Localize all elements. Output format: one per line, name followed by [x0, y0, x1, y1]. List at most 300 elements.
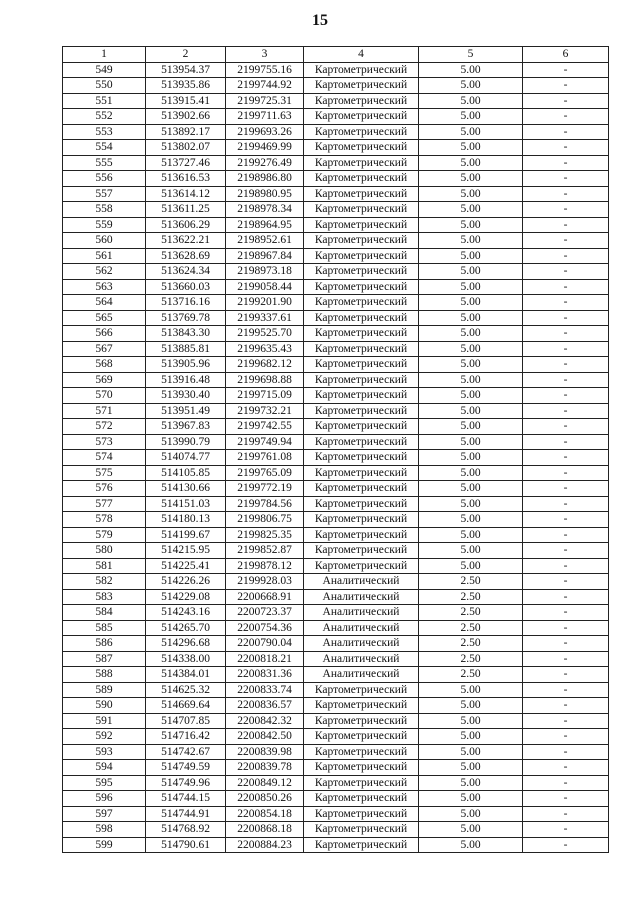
cell-y: 2199784.56 — [226, 496, 304, 512]
table-row — [63, 636, 609, 652]
cell-accuracy: 5.00 — [419, 434, 523, 450]
table-row — [63, 791, 609, 807]
cell-method: Картометрический — [304, 202, 419, 218]
cell-y: 2199772.19 — [226, 481, 304, 497]
cell-accuracy: 2.50 — [419, 667, 523, 683]
cell-x: 514744.15 — [146, 791, 226, 807]
cell-method: Картометрический — [304, 558, 419, 574]
cell-point-number: 584 — [63, 605, 146, 621]
cell-method: Картометрический — [304, 403, 419, 419]
cell-accuracy: 5.00 — [419, 233, 523, 249]
cell-point-number: 550 — [63, 78, 146, 94]
cell-accuracy: 5.00 — [419, 744, 523, 760]
table-row — [63, 682, 609, 698]
cell-accuracy: 5.00 — [419, 558, 523, 574]
cell-method: Картометрический — [304, 744, 419, 760]
cell-accuracy: 5.00 — [419, 264, 523, 280]
table-row — [63, 295, 609, 311]
cell-x: 514215.95 — [146, 543, 226, 559]
table-row — [63, 651, 609, 667]
cell-point-number: 587 — [63, 651, 146, 667]
cell-point-number: 580 — [63, 543, 146, 559]
cell-y: 2199742.55 — [226, 419, 304, 435]
cell-y: 2200839.98 — [226, 744, 304, 760]
table-row — [63, 434, 609, 450]
cell-point-number: 572 — [63, 419, 146, 435]
cell-description: - — [523, 140, 609, 156]
cell-accuracy: 5.00 — [419, 295, 523, 311]
cell-point-number: 573 — [63, 434, 146, 450]
cell-accuracy: 5.00 — [419, 543, 523, 559]
cell-x: 514790.61 — [146, 837, 226, 853]
cell-point-number: 586 — [63, 636, 146, 652]
cell-accuracy: 5.00 — [419, 140, 523, 156]
cell-x: 513951.49 — [146, 403, 226, 419]
cell-method: Картометрический — [304, 419, 419, 435]
cell-x: 514749.59 — [146, 760, 226, 776]
cell-description: - — [523, 388, 609, 404]
cell-description: - — [523, 233, 609, 249]
cell-description: - — [523, 279, 609, 295]
cell-x: 514338.00 — [146, 651, 226, 667]
column-header-y: 3 — [226, 47, 304, 63]
cell-point-number: 593 — [63, 744, 146, 760]
cell-description: - — [523, 806, 609, 822]
cell-x: 513769.78 — [146, 310, 226, 326]
table-row — [63, 543, 609, 559]
cell-x: 513915.41 — [146, 93, 226, 109]
cell-method: Аналитический — [304, 667, 419, 683]
cell-point-number: 570 — [63, 388, 146, 404]
cell-y: 2199525.70 — [226, 326, 304, 342]
table-row — [63, 558, 609, 574]
cell-point-number: 588 — [63, 667, 146, 683]
cell-method: Картометрический — [304, 248, 419, 264]
table-row — [63, 605, 609, 621]
cell-method: Картометрический — [304, 729, 419, 745]
cell-description: - — [523, 713, 609, 729]
cell-y: 2199806.75 — [226, 512, 304, 528]
cell-method: Картометрический — [304, 465, 419, 481]
cell-x: 514229.08 — [146, 589, 226, 605]
table-row — [63, 574, 609, 590]
cell-point-number: 555 — [63, 155, 146, 171]
cell-y: 2199635.43 — [226, 341, 304, 357]
table-row — [63, 248, 609, 264]
cell-description: - — [523, 775, 609, 791]
cell-description: - — [523, 496, 609, 512]
coordinates-table — [62, 46, 609, 853]
cell-accuracy: 5.00 — [419, 775, 523, 791]
cell-accuracy: 5.00 — [419, 357, 523, 373]
cell-method: Картометрический — [304, 837, 419, 853]
cell-description: - — [523, 512, 609, 528]
cell-accuracy: 5.00 — [419, 248, 523, 264]
cell-point-number: 577 — [63, 496, 146, 512]
cell-y: 2199761.08 — [226, 450, 304, 466]
cell-description: - — [523, 450, 609, 466]
cell-description: - — [523, 109, 609, 125]
cell-x: 514768.92 — [146, 822, 226, 838]
cell-x: 514625.32 — [146, 682, 226, 698]
table-row — [63, 512, 609, 528]
cell-y: 2200836.57 — [226, 698, 304, 714]
table-row — [63, 667, 609, 683]
table-row — [63, 775, 609, 791]
cell-accuracy: 5.00 — [419, 512, 523, 528]
cell-point-number: 565 — [63, 310, 146, 326]
cell-description: - — [523, 372, 609, 388]
cell-point-number: 556 — [63, 171, 146, 187]
cell-accuracy: 5.00 — [419, 450, 523, 466]
cell-method: Аналитический — [304, 620, 419, 636]
cell-point-number: 595 — [63, 775, 146, 791]
cell-accuracy: 2.50 — [419, 636, 523, 652]
cell-description: - — [523, 574, 609, 590]
cell-accuracy: 5.00 — [419, 481, 523, 497]
cell-description: - — [523, 171, 609, 187]
cell-y: 2200818.21 — [226, 651, 304, 667]
cell-point-number: 564 — [63, 295, 146, 311]
cell-point-number: 552 — [63, 109, 146, 125]
cell-method: Картометрический — [304, 124, 419, 140]
cell-method: Картометрический — [304, 326, 419, 342]
cell-accuracy: 5.00 — [419, 388, 523, 404]
cell-method: Картометрический — [304, 481, 419, 497]
cell-point-number: 582 — [63, 574, 146, 590]
cell-y: 2200884.23 — [226, 837, 304, 853]
cell-y: 2200868.18 — [226, 822, 304, 838]
cell-x: 514225.41 — [146, 558, 226, 574]
cell-point-number: 599 — [63, 837, 146, 853]
table-row — [63, 264, 609, 280]
cell-accuracy: 5.00 — [419, 806, 523, 822]
cell-y: 2199928.03 — [226, 574, 304, 590]
column-header-accuracy: 5 — [419, 47, 523, 63]
table-row — [63, 481, 609, 497]
cell-y: 2198967.84 — [226, 248, 304, 264]
cell-accuracy: 2.50 — [419, 620, 523, 636]
cell-accuracy: 5.00 — [419, 326, 523, 342]
cell-y: 2200849.12 — [226, 775, 304, 791]
cell-x: 513885.81 — [146, 341, 226, 357]
cell-description: - — [523, 527, 609, 543]
cell-method: Картометрический — [304, 93, 419, 109]
cell-y: 2199337.61 — [226, 310, 304, 326]
table-row — [63, 109, 609, 125]
cell-description: - — [523, 217, 609, 233]
table-row — [63, 171, 609, 187]
cell-accuracy: 2.50 — [419, 605, 523, 621]
table-row — [63, 806, 609, 822]
cell-x: 513905.96 — [146, 357, 226, 373]
cell-accuracy: 5.00 — [419, 310, 523, 326]
cell-accuracy: 5.00 — [419, 217, 523, 233]
cell-description: - — [523, 558, 609, 574]
cell-x: 514199.67 — [146, 527, 226, 543]
table-row — [63, 202, 609, 218]
table-row — [63, 78, 609, 94]
cell-method: Картометрический — [304, 512, 419, 528]
cell-x: 514265.70 — [146, 620, 226, 636]
table-row — [63, 341, 609, 357]
cell-y: 2199058.44 — [226, 279, 304, 295]
cell-description: - — [523, 295, 609, 311]
cell-y: 2199715.09 — [226, 388, 304, 404]
cell-accuracy: 5.00 — [419, 171, 523, 187]
cell-x: 513954.37 — [146, 62, 226, 78]
cell-description: - — [523, 620, 609, 636]
cell-description: - — [523, 667, 609, 683]
cell-y: 2198964.95 — [226, 217, 304, 233]
cell-x: 514296.68 — [146, 636, 226, 652]
cell-y: 2199765.09 — [226, 465, 304, 481]
cell-accuracy: 5.00 — [419, 713, 523, 729]
cell-description: - — [523, 589, 609, 605]
cell-y: 2200668.91 — [226, 589, 304, 605]
cell-x: 514130.66 — [146, 481, 226, 497]
column-header-method: 4 — [304, 47, 419, 63]
table-row — [63, 140, 609, 156]
cell-method: Картометрический — [304, 682, 419, 698]
table-row — [63, 326, 609, 342]
cell-accuracy: 5.00 — [419, 155, 523, 171]
cell-method: Картометрический — [304, 450, 419, 466]
table-row — [63, 744, 609, 760]
cell-point-number: 549 — [63, 62, 146, 78]
cell-y: 2200850.26 — [226, 791, 304, 807]
cell-accuracy: 2.50 — [419, 589, 523, 605]
cell-method: Картометрический — [304, 791, 419, 807]
cell-point-number: 583 — [63, 589, 146, 605]
cell-method: Картометрический — [304, 279, 419, 295]
cell-x: 513616.53 — [146, 171, 226, 187]
column-header-point-number: 1 — [63, 47, 146, 63]
cell-x: 513628.69 — [146, 248, 226, 264]
cell-description: - — [523, 837, 609, 853]
cell-y: 2199744.92 — [226, 78, 304, 94]
cell-accuracy: 5.00 — [419, 791, 523, 807]
cell-accuracy: 2.50 — [419, 651, 523, 667]
cell-point-number: 559 — [63, 217, 146, 233]
cell-point-number: 553 — [63, 124, 146, 140]
cell-accuracy: 5.00 — [419, 62, 523, 78]
cell-method: Картометрический — [304, 698, 419, 714]
cell-description: - — [523, 481, 609, 497]
cell-x: 514243.16 — [146, 605, 226, 621]
cell-point-number: 585 — [63, 620, 146, 636]
cell-y: 2200754.36 — [226, 620, 304, 636]
cell-x: 513614.12 — [146, 186, 226, 202]
cell-y: 2199749.94 — [226, 434, 304, 450]
cell-description: - — [523, 326, 609, 342]
table-row — [63, 155, 609, 171]
cell-x: 513802.07 — [146, 140, 226, 156]
cell-point-number: 579 — [63, 527, 146, 543]
cell-method: Аналитический — [304, 574, 419, 590]
cell-x: 513916.48 — [146, 372, 226, 388]
cell-point-number: 554 — [63, 140, 146, 156]
cell-point-number: 574 — [63, 450, 146, 466]
cell-x: 514384.01 — [146, 667, 226, 683]
cell-point-number: 575 — [63, 465, 146, 481]
cell-point-number: 560 — [63, 233, 146, 249]
cell-description: - — [523, 419, 609, 435]
cell-method: Картометрический — [304, 233, 419, 249]
cell-y: 2200842.50 — [226, 729, 304, 745]
cell-method: Картометрический — [304, 434, 419, 450]
cell-description: - — [523, 62, 609, 78]
cell-accuracy: 5.00 — [419, 109, 523, 125]
cell-x: 513892.17 — [146, 124, 226, 140]
cell-method: Картометрический — [304, 760, 419, 776]
cell-description: - — [523, 341, 609, 357]
cell-x: 514074.77 — [146, 450, 226, 466]
cell-x: 514669.64 — [146, 698, 226, 714]
cell-point-number: 598 — [63, 822, 146, 838]
table-row — [63, 713, 609, 729]
cell-method: Аналитический — [304, 589, 419, 605]
cell-point-number: 578 — [63, 512, 146, 528]
cell-point-number: 581 — [63, 558, 146, 574]
cell-point-number: 589 — [63, 682, 146, 698]
cell-method: Картометрический — [304, 155, 419, 171]
cell-method: Картометрический — [304, 713, 419, 729]
table-row — [63, 93, 609, 109]
cell-point-number: 563 — [63, 279, 146, 295]
table-row — [63, 388, 609, 404]
cell-y: 2199711.63 — [226, 109, 304, 125]
cell-method: Картометрический — [304, 388, 419, 404]
cell-x: 513930.40 — [146, 388, 226, 404]
table-row — [63, 589, 609, 605]
page-number: 15 — [312, 12, 328, 29]
cell-x: 513902.66 — [146, 109, 226, 125]
cell-x: 514105.85 — [146, 465, 226, 481]
cell-accuracy: 5.00 — [419, 837, 523, 853]
cell-method: Картометрический — [304, 295, 419, 311]
header-row — [63, 47, 609, 63]
cell-x: 513843.30 — [146, 326, 226, 342]
cell-x: 514151.03 — [146, 496, 226, 512]
cell-x: 513611.25 — [146, 202, 226, 218]
cell-description: - — [523, 605, 609, 621]
cell-y: 2199878.12 — [226, 558, 304, 574]
cell-y: 2198978.34 — [226, 202, 304, 218]
cell-y: 2199693.26 — [226, 124, 304, 140]
cell-x: 514716.42 — [146, 729, 226, 745]
table-row — [63, 233, 609, 249]
cell-accuracy: 5.00 — [419, 527, 523, 543]
cell-x: 513716.16 — [146, 295, 226, 311]
cell-y: 2199469.99 — [226, 140, 304, 156]
cell-y: 2199725.31 — [226, 93, 304, 109]
cell-accuracy: 5.00 — [419, 186, 523, 202]
cell-description: - — [523, 651, 609, 667]
table-row — [63, 822, 609, 838]
table-row — [63, 620, 609, 636]
cell-y: 2199755.16 — [226, 62, 304, 78]
cell-description: - — [523, 698, 609, 714]
cell-y: 2200790.04 — [226, 636, 304, 652]
table-row — [63, 186, 609, 202]
cell-point-number: 596 — [63, 791, 146, 807]
cell-y: 2199682.12 — [226, 357, 304, 373]
cell-method: Картометрический — [304, 140, 419, 156]
table-row — [63, 279, 609, 295]
cell-method: Картометрический — [304, 775, 419, 791]
cell-accuracy: 5.00 — [419, 202, 523, 218]
cell-x: 514742.67 — [146, 744, 226, 760]
cell-accuracy: 5.00 — [419, 822, 523, 838]
cell-description: - — [523, 186, 609, 202]
table-row — [63, 310, 609, 326]
table-row — [63, 450, 609, 466]
cell-method: Картометрический — [304, 310, 419, 326]
cell-point-number: 566 — [63, 326, 146, 342]
cell-accuracy: 5.00 — [419, 682, 523, 698]
cell-y: 2200833.74 — [226, 682, 304, 698]
cell-description: - — [523, 264, 609, 280]
cell-point-number: 557 — [63, 186, 146, 202]
cell-accuracy: 5.00 — [419, 729, 523, 745]
cell-accuracy: 5.00 — [419, 419, 523, 435]
table-row — [63, 837, 609, 853]
table-row — [63, 403, 609, 419]
cell-method: Картометрический — [304, 78, 419, 94]
cell-x: 514180.13 — [146, 512, 226, 528]
cell-description: - — [523, 822, 609, 838]
cell-method: Картометрический — [304, 62, 419, 78]
cell-accuracy: 5.00 — [419, 341, 523, 357]
cell-y: 2199276.49 — [226, 155, 304, 171]
cell-y: 2199698.88 — [226, 372, 304, 388]
cell-description: - — [523, 78, 609, 94]
cell-method: Картометрический — [304, 171, 419, 187]
cell-method: Аналитический — [304, 651, 419, 667]
cell-description: - — [523, 124, 609, 140]
cell-method: Картометрический — [304, 217, 419, 233]
cell-method: Картометрический — [304, 543, 419, 559]
cell-x: 513624.34 — [146, 264, 226, 280]
cell-point-number: 562 — [63, 264, 146, 280]
cell-description: - — [523, 155, 609, 171]
cell-point-number: 592 — [63, 729, 146, 745]
cell-method: Картометрический — [304, 109, 419, 125]
cell-description: - — [523, 760, 609, 776]
cell-description: - — [523, 202, 609, 218]
cell-y: 2198952.61 — [226, 233, 304, 249]
cell-x: 514744.91 — [146, 806, 226, 822]
cell-y: 2199732.21 — [226, 403, 304, 419]
cell-accuracy: 5.00 — [419, 465, 523, 481]
table-row — [63, 527, 609, 543]
table-header — [63, 47, 609, 63]
cell-point-number: 551 — [63, 93, 146, 109]
cell-accuracy: 5.00 — [419, 760, 523, 776]
cell-x: 513660.03 — [146, 279, 226, 295]
cell-point-number: 590 — [63, 698, 146, 714]
cell-point-number: 567 — [63, 341, 146, 357]
cell-method: Картометрический — [304, 186, 419, 202]
table-row — [63, 465, 609, 481]
cell-point-number: 591 — [63, 713, 146, 729]
cell-y: 2198973.18 — [226, 264, 304, 280]
cell-accuracy: 5.00 — [419, 496, 523, 512]
cell-x: 513622.21 — [146, 233, 226, 249]
cell-x: 513990.79 — [146, 434, 226, 450]
cell-y: 2200842.32 — [226, 713, 304, 729]
